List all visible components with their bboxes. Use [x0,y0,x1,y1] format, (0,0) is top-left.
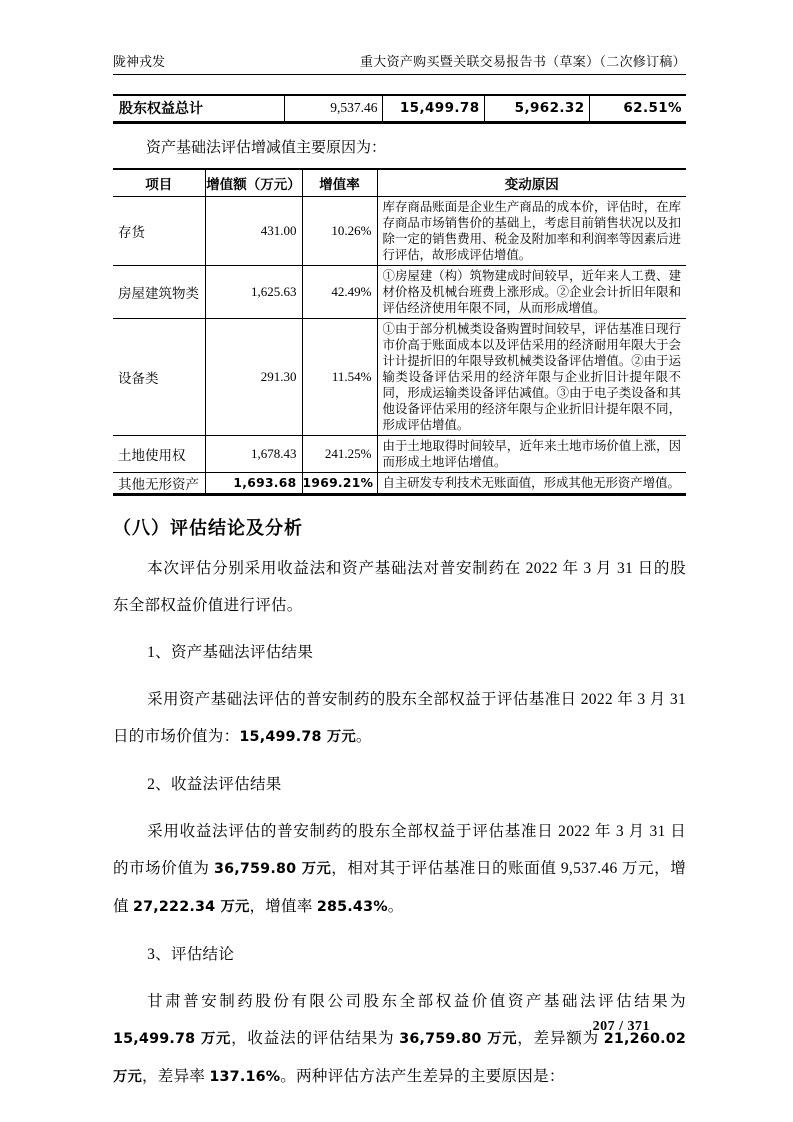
row-reason: 自主研发专利技术无账面值，形成其他无形资产增值。 [377,473,686,495]
paragraph-asset-based-result [113,681,686,756]
emphasized-value: 15,499.78 万元 [239,729,356,745]
row-item: 土地使用权 [113,436,205,473]
row-item: 房屋建筑物类 [113,266,205,319]
emphasized-value: 15,499.78 万元 [113,1031,232,1047]
page-number: 207 / 371 [592,1019,650,1034]
row-reason: 库存商品账面是企业生产商品的成本价，评估时，在库存商品市场销售价的基础上，考虑目前销售状况以及扣除一定的销售费用、税金及附加率和利润率等因素后进行评估，故形成评估增值。 [377,197,686,266]
row-reason: ①由于部分机械类设备购置时间较早，评估基准日现行市价高于账面成本以及评估采用的经济耐用年限大于会计计提折旧的年限导致机械类设备评估增值。②由于运输类设备评估采用的经济年限与企业折旧计提年限不同，形成运输类设备评估减值。③由于电子类设备和其他设备评估采用的经济年限与企业折旧计提年限不同，形成评估增值。 [377,319,686,436]
row-rate: 241.25% [302,436,377,473]
row-amount: 1,678.43 [205,436,302,473]
appraisal-reason-table [113,168,686,497]
text-segment: 本次评估分别采用收益法和资产基础法对普安制药在 2022 年 3 月 31 日的股东全部权益价值进行评估。 [113,560,686,614]
emphasized-value: 21,260.02 万元 [113,1031,687,1085]
text-segment: 采用资产基础法评估的普安制药的股东全部权益于评估基准日 2022 年 3 月 31 日的市场价值为： [113,691,686,745]
text-segment: 采用收益法评估的普安制药的股东全部权益于评估基准日 2022 年 3 月 31 日的市场价值为 [113,823,686,877]
emphasized-value: 27,222.34 万元 [132,899,250,915]
row-reason: ①房屋建（构）筑物建成时间较早，近年来人工费、建材价格及机械台班费上涨形成。②企业会计折旧年限和评估经济使用年限不同，从而形成增值。 [377,266,686,319]
header-document-title: 重大资产购买暨关联交易报告书（草案）（二次修订稿） [359,54,686,69]
table-row [113,436,686,473]
intro-line: 资产基础法评估增减值主要原因为： [146,139,387,156]
subheading-asset-based-result: 1、资产基础法评估结果 [147,644,314,661]
col-header-rate: 增值率 [302,169,377,197]
emphasized-value: 137.16% [209,1069,281,1085]
row-item: 设备类 [113,319,205,436]
paragraph-conclusion [113,983,686,1096]
row-amount: 431.00 [205,197,302,266]
row-amount: 1,625.63 [205,266,302,319]
row-amount: 1,693.68 [205,473,302,495]
table-row [113,95,686,122]
section-heading: （八）评估结论及分析 [113,518,303,538]
row-item: 存货 [113,197,205,266]
text-segment: 。 [387,898,404,915]
text-segment: 。两种评估方法产生差异的主要原因是： [280,1068,565,1085]
summary-appraised-value: 15,499.78 [382,95,484,122]
summary-row-label: 股东权益总计 [113,95,284,122]
row-reason: 由于土地取得时间较早，近年来土地市场价值上涨，因而形成土地评估增值。 [377,436,686,473]
text-segment: 甘肃普安制药股份有限公司股东全部权益价值资产基础法评估结果为 [147,993,686,1010]
running-header [113,0,686,75]
row-rate: 1969.21% [302,473,377,495]
table-row [113,197,686,266]
table-row [113,473,686,495]
paragraph-income-result [113,813,686,926]
table-row [113,266,686,319]
col-header-item: 项目 [113,169,205,197]
table-row [113,319,686,436]
text-segment: ，增值率 [249,898,317,915]
header-company-name: 陇神戎发 [113,54,166,69]
emphasized-value: 285.43% [316,899,388,915]
emphasized-value: 36,759.80 万元 [213,861,332,877]
subheading-income-result: 2、收益法评估结果 [147,776,282,793]
equity-summary-table [113,94,686,124]
page-content [113,0,686,1096]
row-rate: 42.49% [302,266,377,319]
row-rate: 10.26% [302,197,377,266]
summary-book-value: 9,537.46 [284,95,382,122]
paragraph-overview [113,550,686,624]
text-segment: ，收益法的评估结果为 [231,1030,400,1047]
row-rate: 11.54% [302,319,377,436]
text-segment: ，相对其于评估基准日的账面值 9,537.46 万元，增值 [113,860,687,915]
text-segment: 。 [355,728,372,745]
col-header-amount: 增值额（万元） [205,169,302,197]
col-header-reason: 变动原因 [377,169,686,197]
emphasized-value: 36,759.80 万元 [399,1031,518,1047]
text-segment: ，差异率 [142,1068,210,1085]
row-amount: 291.30 [205,319,302,436]
row-item: 其他无形资产 [113,473,205,495]
summary-increase-rate: 62.51% [589,95,686,122]
text-segment: ，差异额为 [517,1030,604,1047]
subheading-conclusion: 3、评估结论 [147,946,235,963]
summary-increase-amount: 5,962.32 [484,95,589,122]
table-header-row [113,169,686,197]
